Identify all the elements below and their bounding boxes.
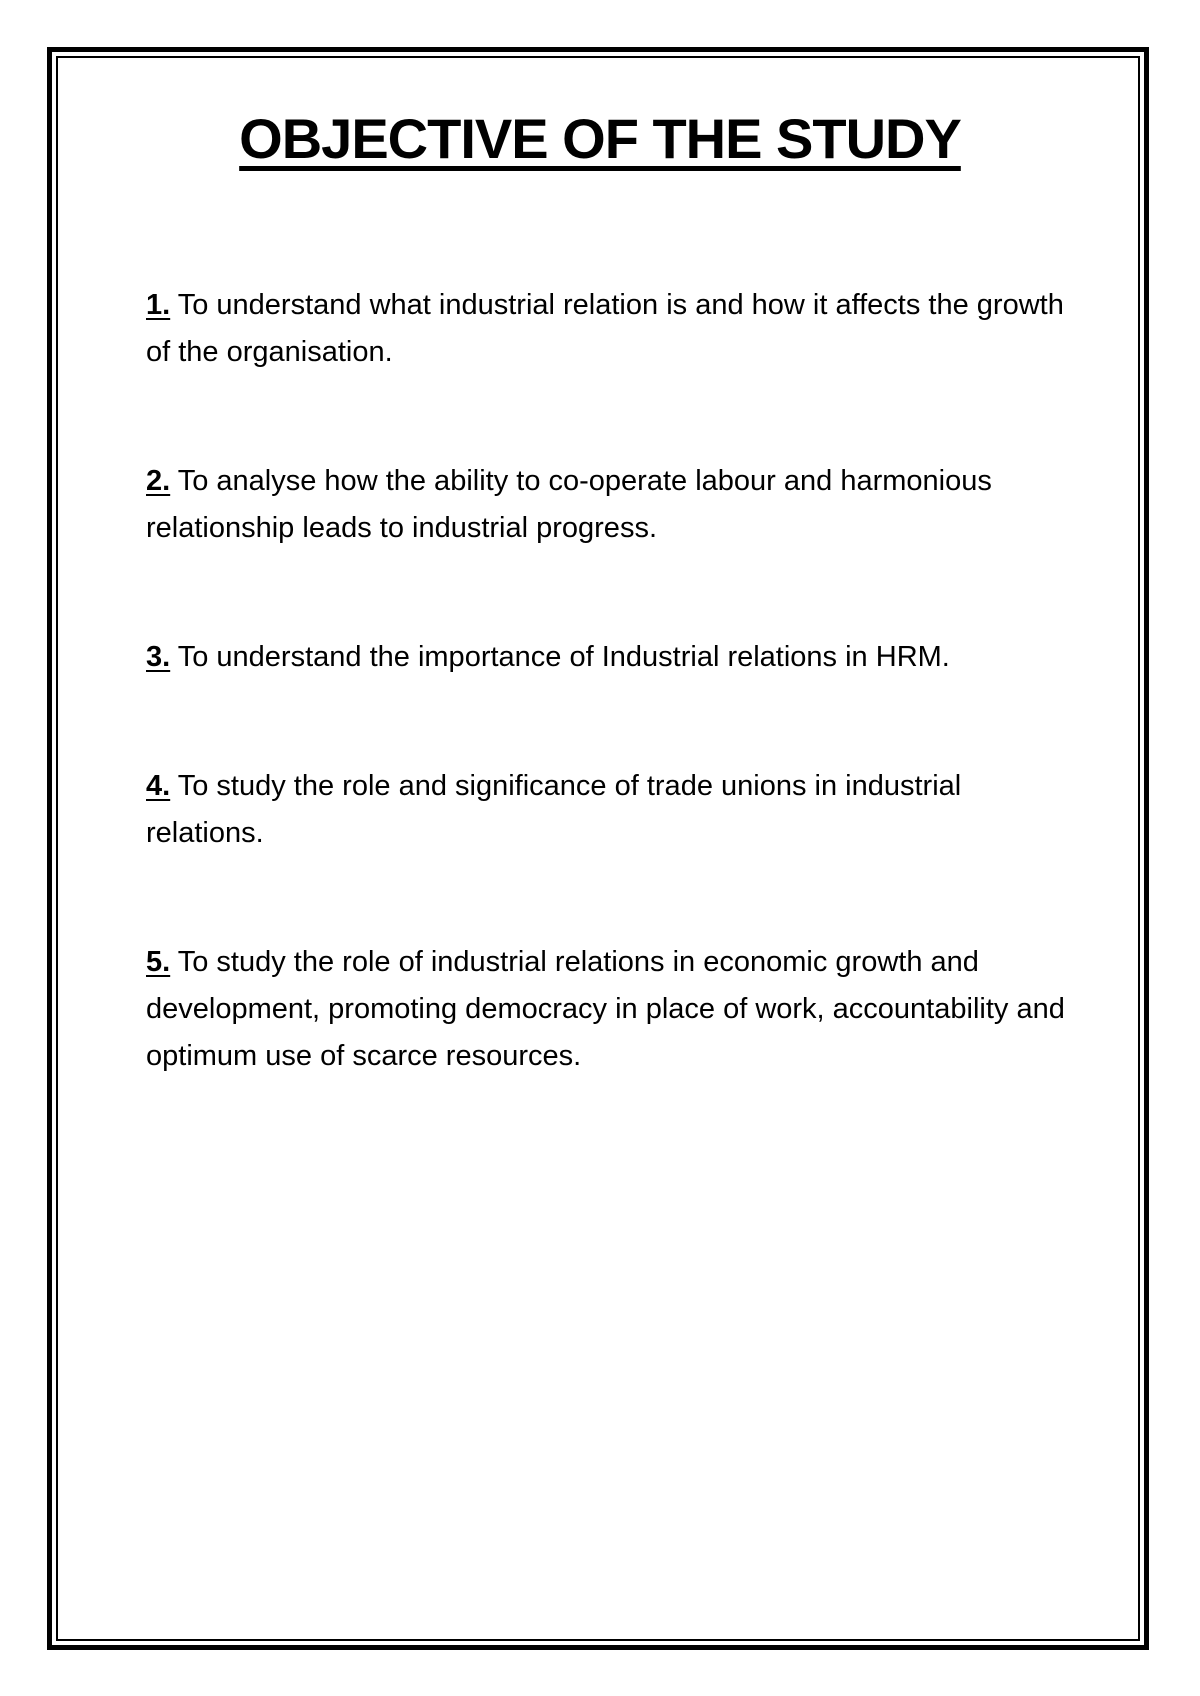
objective-text: To analyse how the ability to co-operate labour and harmonious relationship leads to industrial progress. xyxy=(146,465,992,544)
objective-item-4 xyxy=(146,763,1076,857)
objective-number: 5. xyxy=(146,946,171,978)
objective-number: 3. xyxy=(146,641,171,673)
objective-item-2 xyxy=(146,458,1076,552)
objective-item-3 xyxy=(146,634,1076,681)
objective-number: 1. xyxy=(146,289,171,321)
objective-text: To understand the importance of Industrial relations in HRM. xyxy=(177,641,950,673)
objective-number: 4. xyxy=(146,770,171,802)
objectives-list xyxy=(146,282,1076,1162)
objective-item-5 xyxy=(146,939,1076,1080)
objective-item-1 xyxy=(146,282,1076,376)
objective-text: To understand what industrial relation is and how it affects the growth of the organisation. xyxy=(146,289,1064,368)
objective-number: 2. xyxy=(146,465,171,497)
page-title: OBJECTIVE OF THE STUDY xyxy=(239,107,961,170)
objective-text: To study the role and significance of trade unions in industrial relations. xyxy=(146,770,962,849)
objective-text: To study the role of industrial relations in economic growth and development, promoting democracy in place of work, accountability and optimum use of scarce resources. xyxy=(146,946,1065,1072)
